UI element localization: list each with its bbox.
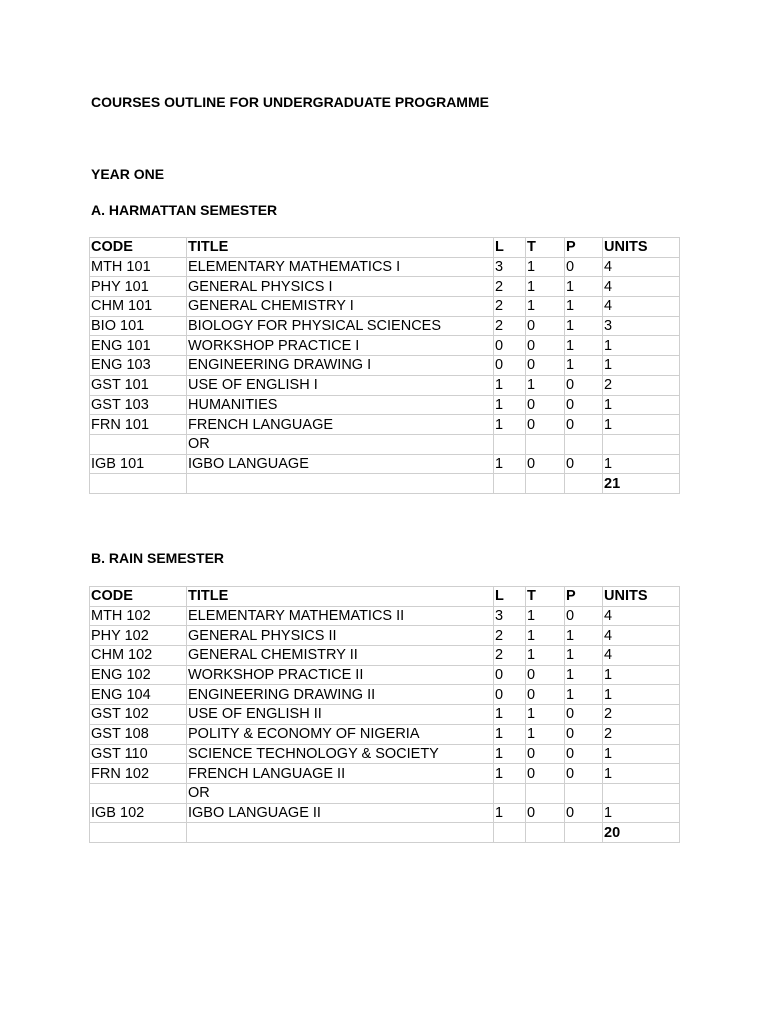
cell-units: 1	[603, 744, 680, 764]
table-row	[90, 685, 680, 705]
cell-p	[565, 434, 603, 454]
cell-title: IGBO LANGUAGE II	[187, 803, 494, 823]
total-units: 21	[603, 474, 680, 494]
table-row	[90, 415, 680, 435]
column-header-p: P	[565, 238, 603, 258]
table-header	[90, 238, 680, 258]
cell-code: PHY 101	[90, 277, 187, 297]
cell-title: WORKSHOP PRACTICE I	[187, 336, 494, 356]
cell-units: 1	[603, 685, 680, 705]
table-row	[90, 356, 680, 376]
table-row	[90, 724, 680, 744]
table-row	[90, 257, 680, 277]
cell-p: 1	[565, 316, 603, 336]
total-row	[90, 823, 680, 843]
header-row	[90, 238, 680, 258]
cell-t: 1	[526, 297, 565, 317]
table-row	[90, 316, 680, 336]
cell-p: 1	[565, 665, 603, 685]
cell-t: 0	[526, 356, 565, 376]
column-header-code: CODE	[90, 238, 187, 258]
cell-code: ENG 103	[90, 356, 187, 376]
rain-course-table	[89, 586, 680, 843]
cell-p: 0	[565, 724, 603, 744]
cell-l: 2	[494, 646, 526, 666]
cell-l: 1	[494, 764, 526, 784]
table-row	[90, 646, 680, 666]
cell-title: GENERAL CHEMISTRY I	[187, 297, 494, 317]
cell-t: 0	[526, 336, 565, 356]
cell-l: 1	[494, 705, 526, 725]
cell-code: ENG 101	[90, 336, 187, 356]
cell-l: 0	[494, 356, 526, 376]
cell-l: 2	[494, 277, 526, 297]
cell-t: 0	[526, 685, 565, 705]
cell-code	[90, 434, 187, 454]
cell-title: POLITY & ECONOMY OF NIGERIA	[187, 724, 494, 744]
table-row	[90, 395, 680, 415]
cell-t: 0	[526, 395, 565, 415]
cell-units: 1	[603, 336, 680, 356]
cell-code: GST 101	[90, 375, 187, 395]
cell-title: ENGINEERING DRAWING I	[187, 356, 494, 376]
cell-t: 1	[526, 724, 565, 744]
cell-title: GENERAL PHYSICS II	[187, 626, 494, 646]
cell-p: 0	[565, 705, 603, 725]
cell-units: 4	[603, 257, 680, 277]
table-row	[90, 744, 680, 764]
cell-units: 4	[603, 626, 680, 646]
cell-p: 1	[565, 356, 603, 376]
header-row	[90, 587, 680, 607]
harmattan-course-table	[89, 237, 680, 494]
cell-code: FRN 102	[90, 764, 187, 784]
cell-t: 0	[526, 665, 565, 685]
cell-code: IGB 101	[90, 454, 187, 474]
cell-units: 1	[603, 803, 680, 823]
cell-p: 1	[565, 336, 603, 356]
cell-units: 3	[603, 316, 680, 336]
cell-l	[494, 434, 526, 454]
cell-code: GST 102	[90, 705, 187, 725]
empty-cell	[565, 474, 603, 494]
cell-title: WORKSHOP PRACTICE II	[187, 665, 494, 685]
cell-l: 1	[494, 375, 526, 395]
cell-t	[526, 434, 565, 454]
table-row	[90, 606, 680, 626]
semester-b-heading: B. RAIN SEMESTER	[91, 550, 225, 566]
cell-units: 4	[603, 606, 680, 626]
cell-p: 0	[565, 764, 603, 784]
cell-title: GENERAL PHYSICS I	[187, 277, 494, 297]
cell-t: 1	[526, 375, 565, 395]
cell-code: FRN 101	[90, 415, 187, 435]
cell-p: 0	[565, 257, 603, 277]
table-row	[90, 803, 680, 823]
cell-code: IGB 102	[90, 803, 187, 823]
cell-title: FRENCH LANGUAGE	[187, 415, 494, 435]
cell-l: 1	[494, 724, 526, 744]
cell-l: 1	[494, 803, 526, 823]
table-row	[90, 454, 680, 474]
cell-t: 1	[526, 626, 565, 646]
table-row	[90, 336, 680, 356]
cell-l: 0	[494, 685, 526, 705]
table-row	[90, 783, 680, 803]
cell-units: 1	[603, 454, 680, 474]
table-header	[90, 587, 680, 607]
cell-code: ENG 104	[90, 685, 187, 705]
column-header-l: L	[494, 587, 526, 607]
cell-units: 1	[603, 356, 680, 376]
cell-title: IGBO LANGUAGE	[187, 454, 494, 474]
empty-cell	[494, 474, 526, 494]
table-row	[90, 297, 680, 317]
cell-code: PHY 102	[90, 626, 187, 646]
column-header-code: CODE	[90, 587, 187, 607]
cell-title: ELEMENTARY MATHEMATICS II	[187, 606, 494, 626]
cell-p: 0	[565, 395, 603, 415]
cell-code: ENG 102	[90, 665, 187, 685]
cell-title: USE OF ENGLISH I	[187, 375, 494, 395]
cell-l	[494, 783, 526, 803]
cell-code: CHM 101	[90, 297, 187, 317]
table-row	[90, 665, 680, 685]
cell-title: ENGINEERING DRAWING II	[187, 685, 494, 705]
cell-l: 2	[494, 626, 526, 646]
cell-units: 1	[603, 415, 680, 435]
cell-t: 1	[526, 705, 565, 725]
table-row	[90, 626, 680, 646]
column-header-t: T	[526, 587, 565, 607]
cell-t: 1	[526, 277, 565, 297]
empty-cell	[494, 823, 526, 843]
cell-units: 1	[603, 665, 680, 685]
cell-code: GST 108	[90, 724, 187, 744]
table-body	[90, 257, 680, 493]
cell-p: 0	[565, 744, 603, 764]
empty-cell	[90, 474, 187, 494]
cell-units: 1	[603, 764, 680, 784]
cell-title: SCIENCE TECHNOLOGY & SOCIETY	[187, 744, 494, 764]
cell-t: 1	[526, 257, 565, 277]
cell-t	[526, 783, 565, 803]
table-row	[90, 705, 680, 725]
cell-p: 1	[565, 685, 603, 705]
cell-title: HUMANITIES	[187, 395, 494, 415]
cell-p: 0	[565, 415, 603, 435]
cell-units: 2	[603, 375, 680, 395]
column-header-title: TITLE	[187, 238, 494, 258]
cell-title: USE OF ENGLISH II	[187, 705, 494, 725]
cell-t: 0	[526, 744, 565, 764]
table-row	[90, 375, 680, 395]
cell-l: 1	[494, 744, 526, 764]
cell-title: ELEMENTARY MATHEMATICS I	[187, 257, 494, 277]
cell-t: 1	[526, 606, 565, 626]
cell-units: 2	[603, 705, 680, 725]
column-header-units: UNITS	[603, 238, 680, 258]
cell-units: 1	[603, 395, 680, 415]
cell-p: 0	[565, 375, 603, 395]
cell-code: GST 103	[90, 395, 187, 415]
cell-l: 1	[494, 454, 526, 474]
cell-l: 1	[494, 395, 526, 415]
cell-p: 1	[565, 277, 603, 297]
table-row	[90, 764, 680, 784]
cell-title: FRENCH LANGUAGE II	[187, 764, 494, 784]
cell-l: 0	[494, 336, 526, 356]
empty-cell	[187, 823, 494, 843]
total-units: 20	[603, 823, 680, 843]
cell-units	[603, 434, 680, 454]
cell-units	[603, 783, 680, 803]
cell-title: BIOLOGY FOR PHYSICAL SCIENCES	[187, 316, 494, 336]
cell-code: CHM 102	[90, 646, 187, 666]
semester-a-heading: A. HARMATTAN SEMESTER	[91, 202, 278, 218]
cell-title: OR	[187, 783, 494, 803]
cell-code: MTH 101	[90, 257, 187, 277]
column-header-title: TITLE	[187, 587, 494, 607]
cell-l: 3	[494, 257, 526, 277]
cell-l: 3	[494, 606, 526, 626]
empty-cell	[526, 474, 565, 494]
cell-t: 0	[526, 764, 565, 784]
cell-title: GENERAL CHEMISTRY II	[187, 646, 494, 666]
cell-units: 4	[603, 277, 680, 297]
cell-units: 4	[603, 646, 680, 666]
total-row	[90, 474, 680, 494]
empty-cell	[90, 823, 187, 843]
cell-l: 0	[494, 665, 526, 685]
column-header-units: UNITS	[603, 587, 680, 607]
empty-cell	[187, 474, 494, 494]
cell-code: MTH 102	[90, 606, 187, 626]
table-row	[90, 434, 680, 454]
column-header-p: P	[565, 587, 603, 607]
cell-code	[90, 783, 187, 803]
cell-units: 2	[603, 724, 680, 744]
cell-l: 2	[494, 297, 526, 317]
empty-cell	[526, 823, 565, 843]
cell-code: BIO 101	[90, 316, 187, 336]
cell-p: 0	[565, 454, 603, 474]
cell-p: 1	[565, 626, 603, 646]
cell-units: 4	[603, 297, 680, 317]
cell-p	[565, 783, 603, 803]
table-row	[90, 277, 680, 297]
cell-p: 0	[565, 606, 603, 626]
cell-t: 0	[526, 316, 565, 336]
column-header-l: L	[494, 238, 526, 258]
cell-l: 1	[494, 415, 526, 435]
year-heading: YEAR ONE	[91, 166, 165, 182]
cell-t: 0	[526, 454, 565, 474]
column-header-t: T	[526, 238, 565, 258]
cell-code: GST 110	[90, 744, 187, 764]
cell-p: 0	[565, 803, 603, 823]
cell-t: 1	[526, 646, 565, 666]
empty-cell	[565, 823, 603, 843]
cell-t: 0	[526, 803, 565, 823]
cell-p: 1	[565, 297, 603, 317]
document-title: COURSES OUTLINE FOR UNDERGRADUATE PROGRAMME	[91, 94, 489, 110]
cell-p: 1	[565, 646, 603, 666]
cell-title: OR	[187, 434, 494, 454]
cell-t: 0	[526, 415, 565, 435]
cell-l: 2	[494, 316, 526, 336]
table-body	[90, 606, 680, 842]
